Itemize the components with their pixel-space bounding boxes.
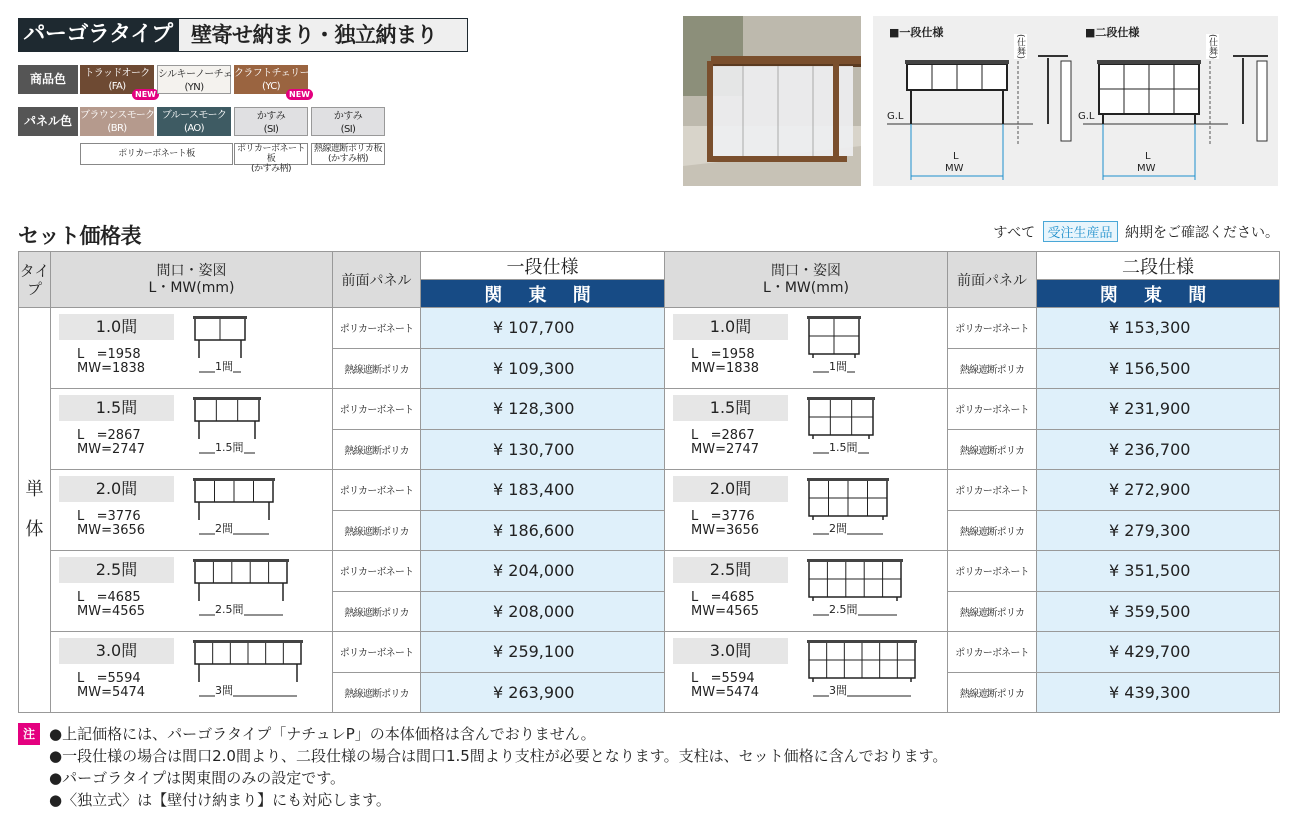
swatch-code: (BR)	[107, 123, 127, 134]
fig-label: 3間	[829, 684, 847, 697]
fig-label: 1.5間	[215, 441, 244, 454]
swatch-code: (SI)	[340, 124, 356, 135]
fig-label: 1.5間	[829, 441, 858, 454]
panel-type: 熱線遮断ポリカ	[333, 591, 421, 632]
panel-type: ポリカーボネート	[333, 632, 421, 673]
shimaku-label-2: (仕舞)	[1207, 34, 1217, 60]
panel-material-note: ポリカーボネート板 (かすみ柄)	[234, 143, 308, 165]
single-size-figure	[191, 476, 283, 538]
size-dimensions: L =2867 MW=2747	[691, 428, 760, 457]
gl-label-2: G.L	[1078, 111, 1095, 122]
double-size-figure	[805, 638, 925, 700]
note-line: ●パーゴラタイプは関東間のみの設定です。	[49, 769, 345, 787]
size-cell	[665, 551, 948, 632]
header-double: 二段仕様	[1037, 252, 1280, 280]
swatch-name: かすみ	[333, 111, 363, 122]
single-price: ¥ 128,300	[421, 389, 665, 430]
size-dimensions: L =2867 MW=2747	[77, 428, 146, 457]
spec-diagram	[873, 16, 1278, 186]
header-size: 間口・姿図 L・MW(mm)	[51, 252, 333, 308]
size-figure	[191, 395, 269, 461]
fig-label: 2.5間	[215, 603, 244, 616]
header-panel: 前面パネル	[333, 252, 421, 308]
panel-type: ポリカーボネート	[333, 551, 421, 592]
size-name: 1.5間	[59, 395, 174, 421]
fig-label: 2間	[829, 522, 847, 535]
fig-label: 1間	[829, 360, 847, 373]
table-row	[19, 551, 1280, 592]
panel-color-label: パネル色	[18, 107, 78, 136]
mw-label-1: MW	[945, 163, 964, 174]
size-cell	[665, 389, 948, 470]
table-row	[19, 470, 1280, 511]
swatch-code: (SI)	[263, 124, 279, 135]
size-dimensions: L =5594 MW=5474	[77, 671, 146, 700]
size-name: 2.0間	[673, 476, 788, 502]
size-dimensions: L =1958 MW=1838	[691, 347, 760, 376]
new-badge: NEW	[286, 89, 313, 100]
size-name: 1.0間	[59, 314, 174, 340]
single-price: ¥ 263,900	[421, 672, 665, 713]
double-size-figure	[805, 557, 911, 619]
notes	[18, 723, 947, 811]
double-price: ¥ 231,900	[1037, 389, 1280, 430]
single-price: ¥ 109,300	[421, 348, 665, 389]
size-name: 2.5間	[673, 557, 788, 583]
product-color-swatch	[157, 65, 231, 94]
panel-material-note: ポリカーボネート板	[80, 143, 233, 165]
mw-label-2: MW	[1137, 163, 1156, 174]
size-cell	[665, 470, 948, 551]
panel-material-note: 熱線遮断ポリカ板 (かすみ柄)	[311, 143, 385, 165]
panel-type: ポリカーボネート	[948, 551, 1037, 592]
single-size-figure	[191, 557, 297, 619]
panel-type: ポリカーボネート	[333, 308, 421, 349]
swatch-code: (AO)	[184, 123, 204, 134]
size-name: 3.0間	[673, 638, 788, 664]
made-to-order-badge: 受注生産品	[1043, 221, 1118, 242]
gl-label-1: G.L	[887, 111, 904, 122]
double-spec-label: ■二段仕様	[1085, 26, 1140, 39]
double-size-figure	[805, 476, 897, 538]
size-dimensions: L =4685 MW=4565	[691, 590, 760, 619]
single-price: ¥ 130,700	[421, 429, 665, 470]
swatch-code: (YC)	[262, 81, 280, 92]
header-single: 一段仕様	[421, 252, 665, 280]
size-cell	[51, 632, 333, 713]
panel-type: 熱線遮断ポリカ	[333, 429, 421, 470]
size-dimensions: L =5594 MW=5474	[691, 671, 760, 700]
double-price: ¥ 279,300	[1037, 510, 1280, 551]
swatch-name: かすみ	[256, 111, 286, 122]
size-dimensions: L =1958 MW=1838	[77, 347, 146, 376]
page-title: パーゴラタイプ	[18, 18, 178, 52]
size-name: 2.0間	[59, 476, 174, 502]
note-line: ●〈独立式〉は【壁付け納まり】にも対応します。	[49, 791, 391, 809]
note-suffix: 納期をご確認ください。	[1125, 225, 1279, 241]
panel-type: 熱線遮断ポリカ	[948, 429, 1037, 470]
table-row	[19, 632, 1280, 673]
size-figure	[191, 476, 283, 542]
size-figure	[191, 557, 297, 623]
size-figure	[805, 395, 883, 461]
fig-label: 2間	[215, 522, 233, 535]
size-cell	[51, 551, 333, 632]
single-spec-label: ■一段仕様	[889, 26, 944, 39]
size-cell	[51, 389, 333, 470]
l-label-2: L	[1145, 151, 1151, 162]
header-panel-2: 前面パネル	[948, 252, 1037, 308]
panel-type: 熱線遮断ポリカ	[333, 672, 421, 713]
panel-type: ポリカーボネート	[948, 308, 1037, 349]
size-cell	[665, 632, 948, 713]
size-name: 3.0間	[59, 638, 174, 664]
swatch-name: クラフトチェリー	[234, 68, 309, 79]
header-region-double: 関 東 間	[1037, 280, 1280, 308]
new-badge: NEW	[132, 89, 159, 100]
fig-label: 3間	[215, 684, 233, 697]
note-prefix: すべて	[993, 225, 1036, 241]
panel-type: ポリカーボネート	[948, 389, 1037, 430]
size-cell	[665, 308, 948, 389]
size-cell	[51, 470, 333, 551]
header-region-single: 関 東 間	[421, 280, 665, 308]
panel-type: 熱線遮断ポリカ	[948, 348, 1037, 389]
size-dimensions: L =3776 MW=3656	[691, 509, 760, 538]
double-price: ¥ 272,900	[1037, 470, 1280, 511]
l-label-1: L	[953, 151, 959, 162]
panel-color-swatch	[234, 107, 308, 136]
panel-color-swatch	[80, 107, 154, 136]
panel-type: 熱線遮断ポリカ	[948, 591, 1037, 632]
single-price: ¥ 208,000	[421, 591, 665, 632]
page-subtitle: 壁寄せ納まり・独立納まり	[178, 18, 468, 52]
header-size-2: 間口・姿図 L・MW(mm)	[665, 252, 948, 308]
note-mark: 注	[18, 723, 40, 745]
size-figure	[805, 557, 911, 623]
panel-type: 熱線遮断ポリカ	[333, 348, 421, 389]
swatch-name: ブルースモーク	[161, 110, 227, 121]
panel-type: ポリカーボネート	[333, 389, 421, 430]
single-price: ¥ 107,700	[421, 308, 665, 349]
size-figure	[805, 638, 925, 704]
size-figure	[805, 476, 897, 542]
fig-label: 1間	[215, 360, 233, 373]
swatch-name: シルキーノーチェ	[158, 69, 233, 80]
double-price: ¥ 351,500	[1037, 551, 1280, 592]
section-title: セット価格表	[18, 224, 141, 248]
panel-type: 熱線遮断ポリカ	[333, 510, 421, 551]
price-table	[18, 251, 1280, 713]
size-dimensions: L =3776 MW=3656	[77, 509, 146, 538]
panel-type: ポリカーボネート	[333, 470, 421, 511]
panel-type: ポリカーボネート	[948, 632, 1037, 673]
single-price: ¥ 204,000	[421, 551, 665, 592]
double-price: ¥ 439,300	[1037, 672, 1280, 713]
section-note	[993, 221, 1279, 242]
single-price: ¥ 183,400	[421, 470, 665, 511]
table-row	[19, 308, 1280, 349]
header-type: タイプ	[19, 252, 51, 308]
note-line: ●上記価格には、パーゴラタイプ「ナチュレP」の本体価格は含んでおりません。	[49, 725, 596, 743]
size-figure	[191, 638, 311, 704]
shimaku-label-1: (仕舞)	[1015, 34, 1025, 60]
single-price: ¥ 186,600	[421, 510, 665, 551]
swatch-name: ブラウンスモーク	[80, 110, 155, 121]
double-price: ¥ 236,700	[1037, 429, 1280, 470]
panel-color-swatch	[311, 107, 385, 136]
size-figure	[191, 314, 255, 380]
size-name: 1.0間	[673, 314, 788, 340]
double-price: ¥ 156,500	[1037, 348, 1280, 389]
swatch-code: (FA)	[108, 81, 126, 92]
size-name: 1.5間	[673, 395, 788, 421]
panel-color-swatch	[157, 107, 231, 136]
swatch-code: (YN)	[184, 82, 204, 93]
double-price: ¥ 359,500	[1037, 591, 1280, 632]
size-cell	[51, 308, 333, 389]
product-photo	[683, 16, 861, 186]
panel-type: ポリカーボネート	[948, 470, 1037, 511]
single-size-figure	[191, 638, 311, 700]
note-line: ●一段仕様の場合は間口2.0間より、二段仕様の場合は間口1.5間より支柱が必要となります。支柱は、セット価格に含んでおります。	[49, 747, 948, 765]
table-row	[19, 389, 1280, 430]
type-cell: 単 体	[19, 308, 51, 713]
double-price: ¥ 153,300	[1037, 308, 1280, 349]
size-name: 2.5間	[59, 557, 174, 583]
swatch-name: トラッドオーク	[84, 68, 150, 79]
double-price: ¥ 429,700	[1037, 632, 1280, 673]
panel-type: 熱線遮断ポリカ	[948, 510, 1037, 551]
size-dimensions: L =4685 MW=4565	[77, 590, 146, 619]
panel-type: 熱線遮断ポリカ	[948, 672, 1037, 713]
single-price: ¥ 259,100	[421, 632, 665, 673]
product-color-label: 商品色	[18, 65, 78, 94]
fig-label: 2.5間	[829, 603, 858, 616]
size-figure	[805, 314, 869, 380]
